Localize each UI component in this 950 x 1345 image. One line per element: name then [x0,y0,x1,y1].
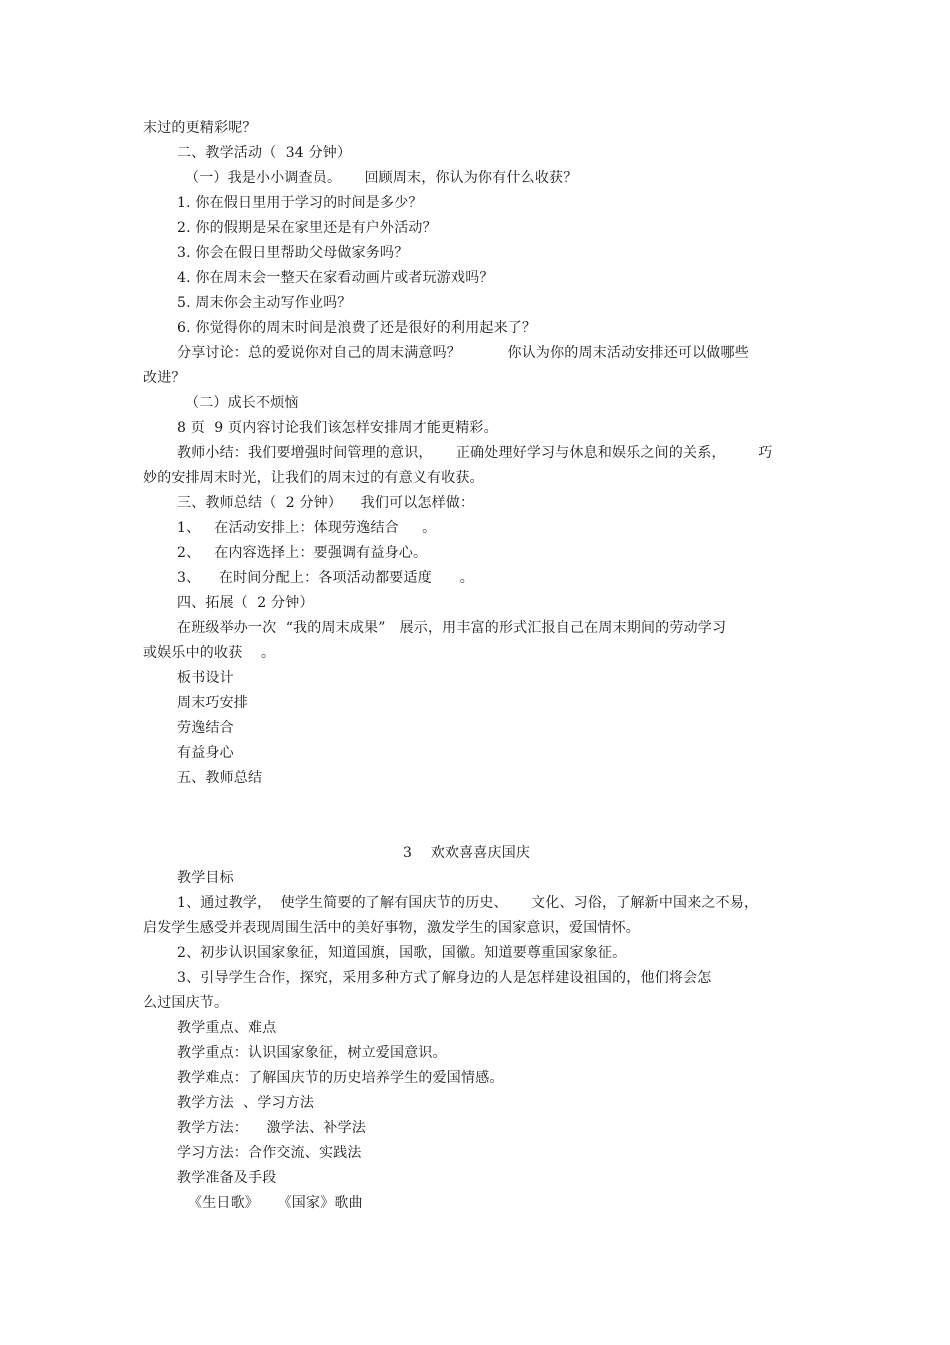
text-line: 分享讨论：总的爱说你对自己的周末满意吗？ 你认为你的周末活动安排还可以做哪些 [177,345,749,361]
text-line: 《生日歌》 《国家》歌曲 [188,1195,363,1211]
text-line: 有益身心 [177,745,234,761]
section-heading: 教学方法 、学习方法 [177,1095,315,1111]
list-item: 5. 周末你会主动写作业吗？ [177,295,352,311]
section-heading: 三、教师总结（ 2 分钟） 我们可以怎样做： [177,495,475,511]
text-line: 末过的更精彩呢？ [143,120,257,136]
list-item: 3. 你会在假日里帮助父母做家务吗？ [177,245,409,261]
text-line: 么过国庆节。 [143,995,229,1011]
text-line: 3、引导学生合作，探究，采用多种方式了解身边的人是怎样建设祖国的，他们将会怎 [177,970,712,986]
section-heading: 五、教师总结 [177,770,263,786]
text-line: 2、初步认识国家象征，知道国旗，国歌，国徽。知道要尊重国家象征。 [177,945,627,961]
list-item: 2. 你的假期是呆在家里还是有户外活动？ [177,220,437,236]
text-line: 或娱乐中的收获 。 [143,645,276,661]
list-item: 4. 你在周末会一整天在家看动画片或者玩游戏吗？ [177,270,494,286]
text-line: 妙的安排周末时光，让我们的周末过的有意义有收获。 [143,470,484,486]
lesson-title: 3 欢欢喜喜庆国庆 [403,845,531,861]
text-line: 劳逸结合 [177,720,234,736]
subsection-heading: （二）成长不烦恼 [185,395,299,411]
list-item: 6. 你觉得你的周末时间是浪费了还是很好的利用起来了？ [177,320,537,336]
text-line: 启发学生感受并表现周围生活中的美好事物，激发学生的国家意识，爱国情怀。 [143,920,640,936]
section-heading: 二、教学活动（ 34 分钟） [177,145,352,161]
section-heading: 四、拓展（ 2 分钟） [177,595,314,611]
section-heading: 教学目标 [177,870,234,886]
text-line: 教师小结：我们要增强时间管理的意识， 正确处理好学习与休息和娱乐之间的关系， 巧 [177,445,773,461]
section-heading: 教学重点、难点 [177,1020,277,1036]
text-line: 改进？ [143,370,186,386]
text-line: 周末巧安排 [177,695,248,711]
text-line: 教学方法： 激学法、补学法 [177,1120,366,1136]
text-line: 教学重点：认识国家象征，树立爱国意识。 [177,1045,447,1061]
list-item: 3、 在时间分配上：各项活动都要适度 。 [177,570,475,586]
list-item: 1、 在活动安排上：体现劳逸结合 。 [177,520,437,536]
text-line: 板书设计 [177,670,234,686]
list-item: 2、 在内容选择上：要强调有益身心。 [177,545,428,561]
subsection-heading: （一）我是小小调查员。 回顾周末，你认为你有什么收获？ [185,170,578,186]
text-line: 在班级举办一次 “我的周末成果” 展示，用丰富的形式汇报自己在周末期间的劳动学习 [177,620,727,636]
text-line: 教学难点：了解国庆节的历史培养学生的爱国情感。 [177,1070,504,1086]
text-line: 学习方法：合作交流、实践法 [177,1145,362,1161]
list-item: 1. 你在假日里用于学习的时间是多少？ [177,195,423,211]
text-line: 8 页 9 页内容讨论我们该怎样安排周才能更精彩。 [177,420,498,436]
text-line: 1、通过教学， 使学生简要的了解有国庆节的历史、 文化、习俗，了解新中国来之不易， [177,895,759,911]
section-heading: 教学准备及手段 [177,1170,277,1186]
